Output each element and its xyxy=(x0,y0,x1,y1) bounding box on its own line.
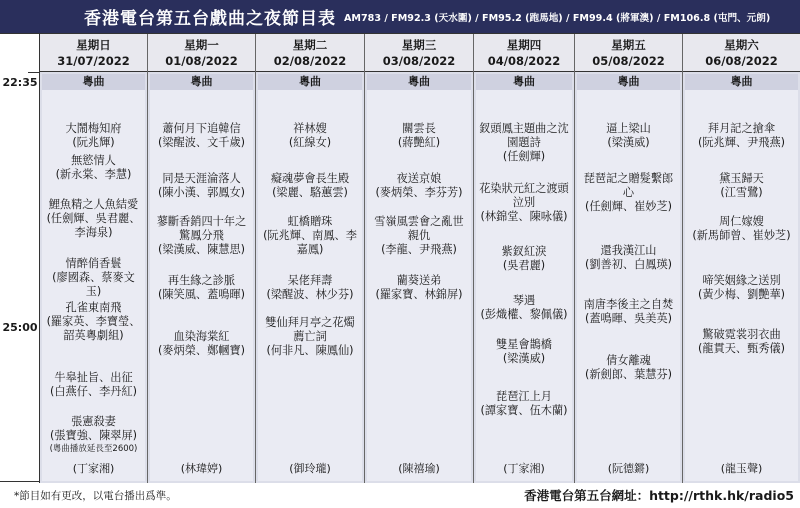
program-title: 雪嶺風雲會之亂世親仇 xyxy=(374,215,464,242)
day-column xyxy=(683,34,800,483)
program-item xyxy=(476,122,572,164)
program-panel xyxy=(42,74,145,481)
program-title: 雙仙拜月亭之花燭薦亡詞 xyxy=(265,316,355,343)
program-cast: (陳笑風、蓋鳴暉) xyxy=(157,288,246,301)
program-title: 逼上梁山 xyxy=(606,122,651,135)
program-title: 大鬧梅知府 xyxy=(65,122,122,135)
program-panel xyxy=(685,74,798,481)
program-title: 牛皋扯旨、出征 xyxy=(54,371,133,384)
day-header xyxy=(575,34,682,72)
time-column xyxy=(0,34,40,483)
program-cast: (譚家寶、伍木蘭) xyxy=(480,404,568,417)
genre-label: 粵曲 xyxy=(685,74,798,90)
program-title: 還我漢江山 xyxy=(600,244,657,257)
program-title: 花染狀元紅之渡頭泣別 xyxy=(479,182,569,209)
genre-label: 粵曲 xyxy=(367,74,471,90)
day-body xyxy=(683,72,800,483)
day-name: 星期四 xyxy=(506,38,542,52)
program-item xyxy=(258,274,362,302)
program-item xyxy=(42,257,145,299)
program-cast: (梁漢威) xyxy=(502,352,546,365)
program-cast: (吳君麗) xyxy=(502,259,546,272)
program-item xyxy=(577,172,680,214)
day-date: 06/08/2022 xyxy=(705,54,778,68)
title-bar xyxy=(0,0,800,33)
day-header xyxy=(683,34,800,72)
genre-label: 粵曲 xyxy=(42,74,145,90)
program-cast: (羅家寶、林錦屏) xyxy=(375,288,463,301)
program-title: 再生緣之診脈 xyxy=(167,274,236,287)
program-item xyxy=(42,122,145,150)
program-panel xyxy=(577,74,680,481)
program-item xyxy=(258,172,362,200)
program-cast: (蓋鳴暉、吳美英) xyxy=(584,312,673,325)
program-item xyxy=(150,122,253,150)
program-item xyxy=(258,122,362,150)
program-cast: (黃少梅、劉艷華) xyxy=(697,288,786,301)
program-cast: (劉善初、白鳳瑛) xyxy=(584,258,673,271)
day-body xyxy=(40,72,147,483)
program-cast: (阮兆輝、南鳳、李嘉鳳) xyxy=(263,229,357,256)
program-item xyxy=(42,154,145,182)
schedule-grid xyxy=(0,33,800,482)
program-title: 琵琶江上月 xyxy=(496,390,552,403)
program-item xyxy=(577,244,680,272)
program-item xyxy=(150,274,253,302)
host-name: (丁家湘) xyxy=(72,462,115,475)
program-item xyxy=(476,390,572,418)
program-cast: (梁醒波、文千歲) xyxy=(157,136,246,149)
program-item xyxy=(685,274,798,302)
program-cast: (陳小漢、郭鳳女) xyxy=(157,186,246,199)
program-item xyxy=(258,316,362,358)
day-header xyxy=(256,34,364,72)
program-title: 黛玉歸天 xyxy=(719,172,764,185)
day-body xyxy=(474,72,574,483)
program-cast: (白燕仔、李丹紅) xyxy=(49,385,138,398)
program-item xyxy=(476,182,572,224)
program-cast: (梁漢威、陳慧思) xyxy=(157,243,246,256)
program-item xyxy=(577,354,680,382)
program-cast: (廖國森、蔡麥文玉) xyxy=(52,271,135,298)
program-cast: (麥炳榮、李芬芳) xyxy=(375,186,463,199)
day-name: 星期三 xyxy=(401,38,437,52)
program-title: 紫釵紅淚 xyxy=(501,245,547,258)
program-cast: (任劍輝、吳君麗、李海泉) xyxy=(46,212,141,239)
program-title: 琴遇 xyxy=(512,294,536,307)
day-date: 04/08/2022 xyxy=(487,54,561,68)
day-body xyxy=(365,72,473,483)
frequency-list: AM783 / FM92.3 (天水圍) / FM95.2 (跑馬地) / FM99.4 (將軍澳) / FM106.8 (屯門、元朗) xyxy=(344,12,771,24)
day-body xyxy=(256,72,364,483)
program-title: 琵琶記之贈髮繫郎心 xyxy=(583,172,674,199)
program-cast: (江雪鷺) xyxy=(720,186,763,199)
time-tick xyxy=(28,72,40,73)
day-column xyxy=(256,34,365,483)
program-cast: (紅線女) xyxy=(288,136,332,149)
host-name: (陳禧瑜) xyxy=(398,462,440,475)
program-item xyxy=(42,415,145,443)
program-title: 蓼斷香銷四十年之驚鳳分飛 xyxy=(156,215,247,242)
program-item xyxy=(150,330,253,358)
program-item xyxy=(150,172,253,200)
program-item xyxy=(476,338,572,366)
day-header xyxy=(474,34,574,72)
day-column xyxy=(148,34,256,483)
host-name: (阮德鏘) xyxy=(607,462,650,475)
program-item xyxy=(367,274,471,302)
program-title: 同是天涯淪落人 xyxy=(162,172,241,185)
program-item xyxy=(42,198,145,240)
day-name: 星期二 xyxy=(292,38,328,52)
program-cast: (新馬師曾、崔妙芝) xyxy=(692,229,791,242)
program-title: 呆佬拜壽 xyxy=(287,274,333,287)
program-title: 南唐李後主之自焚 xyxy=(583,298,674,311)
day-date: 02/08/2022 xyxy=(273,54,347,68)
program-title: 祥林嫂 xyxy=(293,122,327,135)
day-header xyxy=(40,34,147,72)
genre-label: 粵曲 xyxy=(577,74,680,90)
program-item xyxy=(577,122,680,150)
program-title: 藺葵送弟 xyxy=(396,274,442,287)
day-column xyxy=(575,34,683,483)
day-header xyxy=(148,34,255,72)
program-cast: (任劍輝) xyxy=(502,150,546,163)
program-cast: (彭熾權、黎佩儀) xyxy=(480,308,568,321)
program-cast: (新永棠、李慧) xyxy=(55,168,132,181)
day-column xyxy=(474,34,575,483)
day-column xyxy=(40,34,148,483)
program-title: 蕭何月下追韓信 xyxy=(162,122,241,135)
day-body xyxy=(575,72,682,483)
program-item xyxy=(685,215,798,243)
host-name: (林瑋婷) xyxy=(180,462,223,475)
program-cast: (梁麗、駱蕙雲) xyxy=(272,186,348,199)
program-item xyxy=(685,328,798,356)
host-name: (丁家湘) xyxy=(503,462,545,475)
program-title: 釵頭鳳主題曲之沈園題詩 xyxy=(479,122,569,149)
program-cast: (阮兆輝、尹飛燕) xyxy=(697,136,786,149)
day-name: 星期一 xyxy=(184,38,219,52)
schedule-note: (粵曲播放延長至2600) xyxy=(49,444,138,454)
program-item xyxy=(685,172,798,200)
program-cast: (梁漢威) xyxy=(607,136,650,149)
program-cast: (蔣艷紅) xyxy=(397,136,441,149)
day-date: 31/07/2022 xyxy=(57,54,130,68)
program-panel xyxy=(367,74,471,481)
program-item xyxy=(476,245,572,273)
program-cast: (任劍輝、崔妙芝) xyxy=(584,200,673,213)
genre-label: 粵曲 xyxy=(476,74,572,90)
program-item xyxy=(42,301,145,343)
program-cast: (龍貫天、甄秀儀) xyxy=(697,342,786,355)
program-title: 情醉俏香鬟 xyxy=(65,257,122,270)
program-title: 癡魂夢會長生殿 xyxy=(270,172,350,185)
program-title: 雙星會鵲橋 xyxy=(496,338,552,351)
program-item xyxy=(42,371,145,399)
program-cast: (何非凡、陳鳳仙) xyxy=(266,344,354,357)
page-title: 香港電台第五台戲曲之夜節目表 xyxy=(84,9,336,29)
day-column xyxy=(365,34,474,483)
program-cast: (張寶強、陳翠屏) xyxy=(49,429,138,442)
website-link[interactable]: 香港電台第五台網址：http://rthk.hk/radio5 xyxy=(524,488,794,503)
program-cast: (李龍、尹飛燕) xyxy=(381,243,457,256)
program-cast: (麥炳榮、鄭幗寶) xyxy=(157,344,246,357)
day-date: 01/08/2022 xyxy=(165,54,238,68)
genre-label: 粵曲 xyxy=(258,74,362,90)
program-panel xyxy=(476,74,572,481)
program-title: 周仁嫁嫂 xyxy=(719,215,764,228)
day-name: 星期日 xyxy=(76,38,111,52)
time-label-mid: 25:00 xyxy=(2,321,38,334)
genre-label: 粵曲 xyxy=(150,74,253,90)
program-item xyxy=(367,122,471,150)
host-name: (龍玉聲) xyxy=(720,462,763,475)
program-item xyxy=(685,122,798,150)
day-date: 05/08/2022 xyxy=(592,54,665,68)
program-title: 拜月記之搶傘 xyxy=(707,122,776,135)
program-title: 血染海棠紅 xyxy=(173,330,230,343)
program-title: 驚破霓裳羽衣曲 xyxy=(702,328,781,341)
day-body xyxy=(148,72,255,483)
program-item xyxy=(150,215,253,257)
program-cast: (林錦堂、陳咏儀) xyxy=(480,210,568,223)
program-cast: (梁醒波、林少芬) xyxy=(266,288,354,301)
program-title: 無慾情人 xyxy=(71,154,116,167)
program-title: 鯉魚精之人魚結愛 xyxy=(48,198,139,211)
program-item xyxy=(258,215,362,257)
host-name: (御玲瓏) xyxy=(289,462,331,475)
program-title: 張憲殺妻 xyxy=(71,415,116,428)
program-title: 關雲長 xyxy=(402,122,436,135)
program-item xyxy=(367,215,471,257)
program-panel xyxy=(258,74,362,481)
time-label-start: 22:35 xyxy=(2,76,38,89)
program-cast: (羅家英、李寶瑩、韶英粵劇組) xyxy=(46,315,141,342)
program-cast: (阮兆輝) xyxy=(72,136,115,149)
program-panel xyxy=(150,74,253,481)
day-name: 星期五 xyxy=(611,38,646,52)
program-title: 虹橋贈珠 xyxy=(287,215,333,228)
program-item xyxy=(367,172,471,200)
footnote: *節目如有更改，以電台播出爲準。 xyxy=(14,489,177,502)
day-name: 星期六 xyxy=(724,38,759,52)
day-header xyxy=(365,34,473,72)
program-item xyxy=(577,298,680,326)
program-item xyxy=(476,294,572,322)
program-title: 孔雀東南飛 xyxy=(65,301,122,314)
footer xyxy=(0,482,800,508)
program-cast: (新劍郎、葉慧芬) xyxy=(584,368,673,381)
program-title: 夜送京娘 xyxy=(396,172,442,185)
program-title: 啼笑姻緣之送別 xyxy=(702,274,781,287)
day-date: 03/08/2022 xyxy=(382,54,456,68)
program-title: 倩女離魂 xyxy=(606,354,651,367)
